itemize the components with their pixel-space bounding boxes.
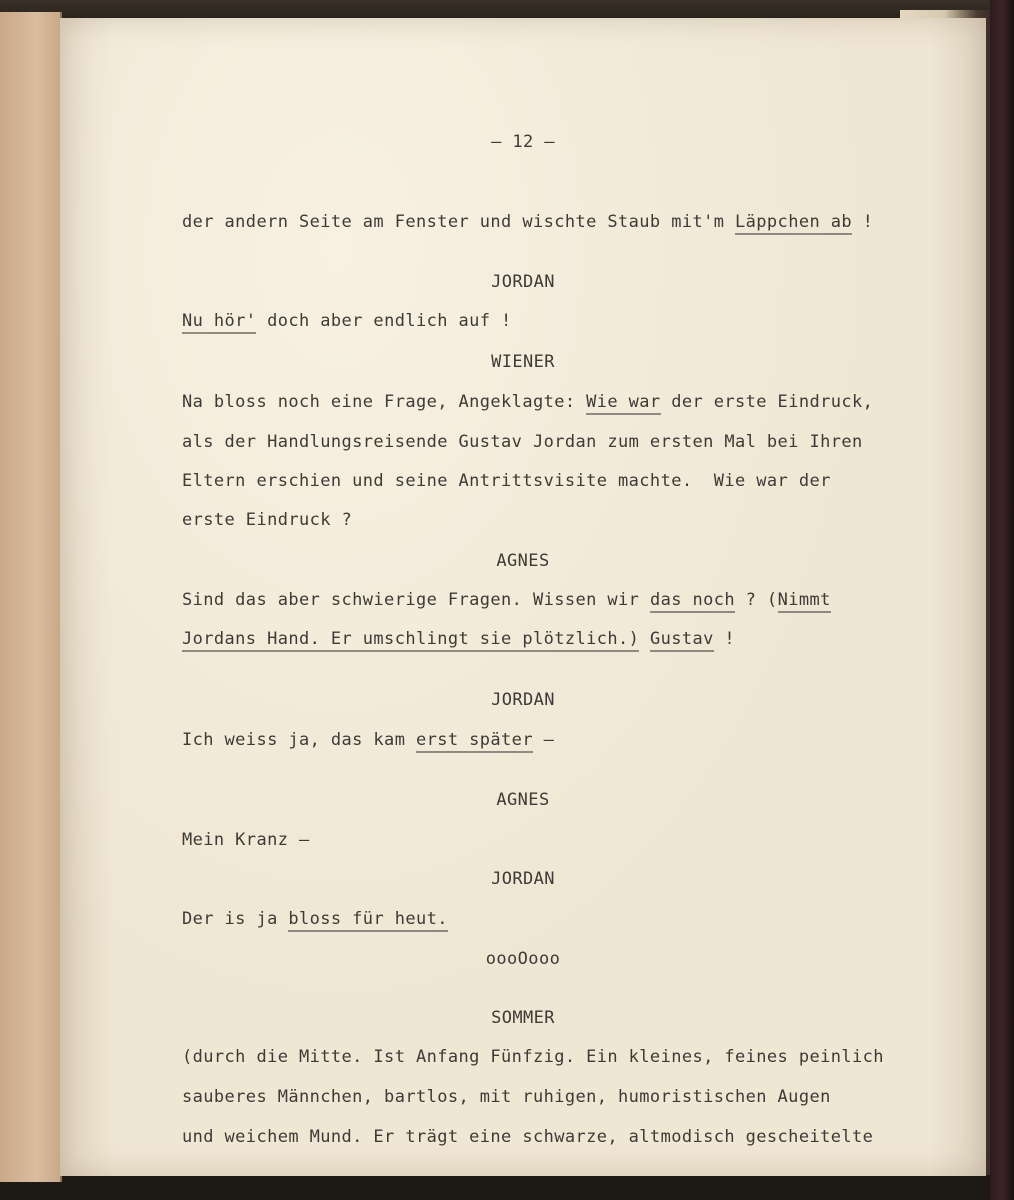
text-line (182, 589, 831, 611)
text-segment: (durch die Mitte. Ist Anfang Fünfzig. Ein kleines, feines peinlich (182, 1047, 884, 1067)
text-segment: Sind das aber schwierige Fragen. Wissen wir (182, 590, 650, 610)
scene-separator: oooOooo (485, 949, 561, 969)
text-segment: und weichem Mund. Er trägt eine schwarze, altmodisch gescheitelte (182, 1127, 874, 1147)
text-line (182, 829, 310, 851)
text-segment: der andern Seite am Fenster und wischte Staub mit'm (182, 212, 736, 232)
speaker-name: JORDAN (491, 690, 555, 710)
text-line (182, 1126, 873, 1148)
text-segment: Mein Kranz – (182, 830, 310, 850)
underlined-text: Jordans Hand. Er umschlingt sie plötzlich.) (182, 629, 639, 652)
text-segment: Eltern erschien und seine Antrittsvisite machte. Wie war der (182, 471, 831, 491)
text-segment: Na bloss noch eine Frage, Angeklagte: (182, 392, 587, 412)
left-page-edge (0, 12, 62, 1182)
text-line (182, 211, 873, 233)
underlined-text: Nu hör' (182, 311, 256, 334)
text-segment: als der Handlungsreisende Gustav Jordan zum ersten Mal bei Ihren (182, 432, 863, 452)
speaker-name: AGNES (496, 551, 550, 571)
underlined-text: Läppchen ab (735, 212, 852, 235)
text-segment: sauberes Männchen, bartlos, mit ruhigen, humoristischen Augen (182, 1087, 831, 1107)
page-number: – 12 – (491, 132, 555, 152)
underlined-text: erst später (416, 730, 533, 753)
underlined-text: Nimmt (778, 590, 831, 613)
text-line (182, 1086, 831, 1108)
text-line (182, 729, 554, 751)
text-line (182, 310, 512, 332)
speaker-name: WIENER (491, 352, 555, 372)
text-segment: ? ( (735, 590, 778, 610)
underlined-text: Gustav (650, 629, 714, 652)
speaker-name: AGNES (496, 790, 550, 810)
text-segment: doch aber endlich auf ! (256, 311, 512, 331)
underlined-text: das noch (650, 590, 735, 613)
typescript-page (60, 18, 986, 1176)
text-segment (639, 629, 650, 649)
text-segment: Der is ja (182, 909, 289, 929)
book-cover-edge (990, 0, 1014, 1200)
text-segment: Ich weiss ja, das kam (182, 730, 416, 750)
speaker-name: SOMMER (491, 1008, 555, 1028)
text-segment: – (532, 730, 555, 750)
underlined-text: Wie war (586, 392, 660, 415)
text-line (182, 509, 352, 531)
text-segment: erste Eindruck ? (182, 510, 353, 530)
speaker-name: JORDAN (491, 272, 555, 292)
text-line (182, 391, 873, 413)
text-segment: der erste Eindruck, (660, 392, 874, 412)
text-segment: ! (713, 629, 736, 649)
text-line (182, 1046, 884, 1068)
text-line (182, 908, 448, 930)
text-line (182, 431, 863, 453)
text-line (182, 628, 735, 650)
top-edge (0, 0, 1014, 18)
underlined-text: bloss für heut. (288, 909, 448, 932)
speaker-name: JORDAN (491, 869, 555, 889)
text-line (182, 470, 831, 492)
text-segment: ! (852, 212, 874, 232)
